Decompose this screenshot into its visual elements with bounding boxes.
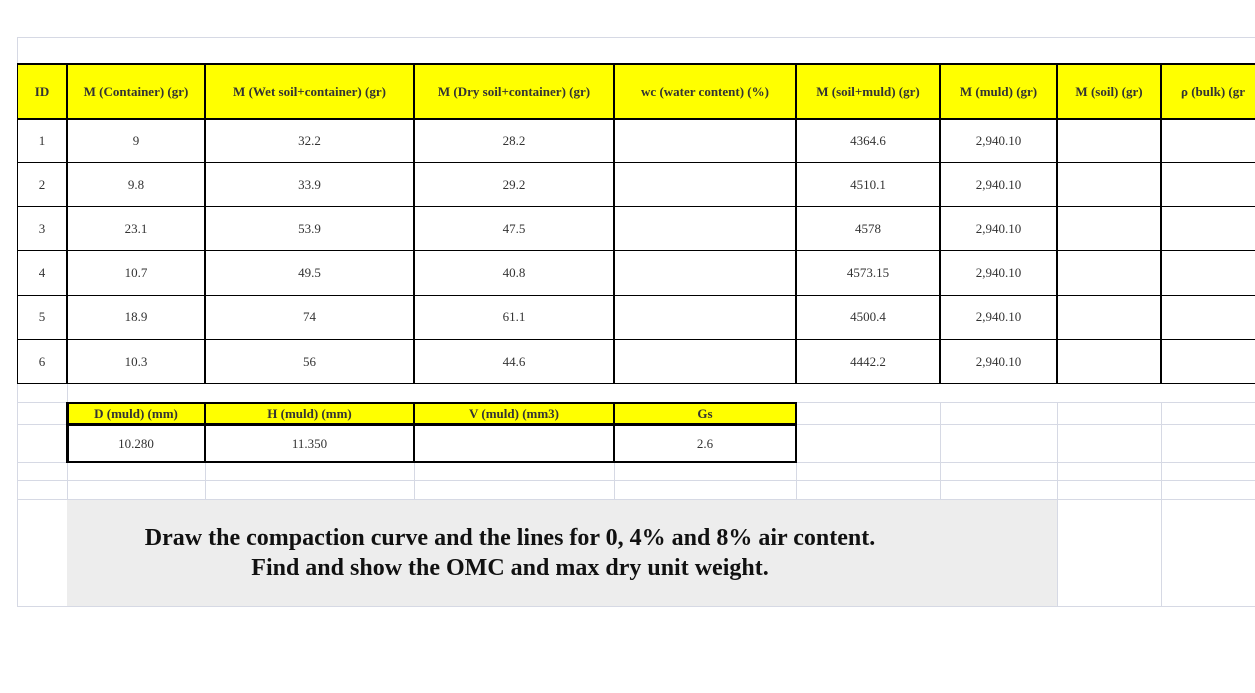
header-dry-soil-container-mass[interactable]: M (Dry soil+container) (gr) [437, 83, 591, 99]
table-border [66, 461, 797, 463]
table-cell[interactable] [1057, 251, 1161, 295]
table-cell[interactable] [1057, 119, 1161, 163]
table-border [1160, 63, 1162, 384]
instruction-line-2: Find and show the OMC and max dry unit weight. [251, 555, 769, 581]
table-cell[interactable] [614, 207, 796, 251]
table-cell[interactable]: 32.2 [298, 133, 321, 148]
table-cell[interactable]: 33.9 [298, 177, 321, 192]
table-cell[interactable]: 3 [38, 221, 46, 236]
table-cell[interactable]: 2,940.10 [975, 265, 1022, 280]
table-border [613, 402, 615, 463]
table-cell[interactable] [1161, 163, 1255, 207]
table-cell[interactable] [614, 251, 796, 295]
table-cell[interactable]: 74 [303, 309, 316, 324]
table-cell[interactable]: 29.2 [502, 177, 526, 192]
table-border [204, 63, 206, 384]
table-border [17, 250, 1255, 251]
table-cell[interactable]: 10.7 [124, 265, 148, 280]
instruction-note [67, 500, 1057, 606]
table-cell[interactable]: 49.5 [298, 265, 321, 280]
table-border [613, 63, 615, 384]
table-cell[interactable]: 4510.1 [850, 177, 886, 192]
specific-gravity-value[interactable]: 2.6 [696, 435, 714, 451]
header-mold-height[interactable]: H (muld) (mm) [267, 405, 352, 421]
header-mold-diameter[interactable]: D (muld) (mm) [94, 405, 178, 421]
table-border [66, 423, 797, 426]
table-cell[interactable]: 53.9 [298, 221, 321, 236]
table-cell[interactable]: 2 [38, 177, 46, 192]
table-cell[interactable]: 2,940.10 [975, 353, 1022, 369]
table-cell[interactable]: 4 [38, 265, 46, 280]
instruction-line-1: Draw the compaction curve and the lines for 0, 4% and 8% air content. [144, 525, 876, 551]
header-mold-volume[interactable]: V (muld) (mm3) [468, 405, 560, 421]
table-border [795, 63, 797, 384]
table-cell[interactable]: 4364.6 [850, 133, 886, 148]
table-cell[interactable] [1161, 207, 1255, 251]
table-cell[interactable]: 10.3 [124, 353, 148, 369]
table-border [66, 402, 69, 463]
table-cell[interactable] [1057, 295, 1161, 339]
table-cell[interactable] [614, 119, 796, 163]
table-cell[interactable]: 1 [38, 133, 46, 148]
table-border [939, 63, 941, 384]
table-cell[interactable] [614, 295, 796, 339]
table-cell[interactable] [1057, 207, 1161, 251]
table-border [66, 63, 68, 384]
table-cell[interactable]: 2,940.10 [975, 309, 1022, 324]
table-cell[interactable]: 61.1 [502, 309, 526, 324]
table-cell[interactable]: 9 [132, 133, 140, 148]
table-border [413, 402, 415, 463]
table-cell[interactable]: 2,940.10 [975, 221, 1022, 236]
header-container-mass[interactable]: M (Container) (gr) [83, 83, 189, 99]
table-cell[interactable] [614, 163, 796, 207]
table-cell[interactable]: 23.1 [124, 221, 148, 236]
table-cell[interactable]: 2,940.10 [975, 133, 1022, 148]
table-cell[interactable] [1161, 119, 1255, 163]
table-cell[interactable]: 56 [303, 353, 316, 369]
table-border [66, 402, 797, 404]
mold-diameter-value[interactable]: 10.280 [118, 435, 154, 451]
header-wet-soil-container-mass[interactable]: M (Wet soil+container) (gr) [233, 83, 386, 99]
table-cell[interactable]: 2,940.10 [975, 177, 1022, 192]
table-cell[interactable] [1057, 163, 1161, 207]
table-border [17, 162, 1255, 163]
table-cell[interactable]: 9.8 [127, 177, 145, 192]
table-cell[interactable] [614, 339, 796, 384]
header-soil-mass[interactable]: M (soil) (gr) [1075, 83, 1143, 99]
mold-height-value[interactable]: 11.350 [291, 435, 328, 451]
table-cell[interactable]: 4500.4 [850, 309, 886, 324]
header-soil-mold-mass[interactable]: M (soil+muld) (gr) [816, 83, 920, 99]
table-border [17, 295, 1255, 296]
table-border [17, 118, 1255, 120]
table-cell[interactable]: 4442.2 [850, 353, 886, 369]
table-border [17, 339, 1255, 340]
table-border [17, 63, 18, 384]
header-water-content[interactable]: wc (water content) (%) [641, 83, 769, 99]
header-mold-mass[interactable]: M (muld) (gr) [959, 83, 1038, 99]
table-border [413, 63, 415, 384]
table-cell[interactable] [1161, 251, 1255, 295]
table-cell[interactable]: 44.6 [502, 353, 526, 369]
table-border [17, 63, 1255, 65]
table-cell[interactable]: 6 [38, 353, 46, 369]
table-cell[interactable]: 28.2 [502, 133, 526, 148]
mold-volume-value[interactable] [414, 425, 614, 462]
table-border [17, 206, 1255, 207]
table-cell[interactable]: 47.5 [502, 221, 526, 236]
table-cell[interactable] [1057, 339, 1161, 384]
table-cell[interactable] [1161, 295, 1255, 339]
table-border [204, 402, 206, 463]
table-cell[interactable]: 4578 [855, 221, 881, 236]
header-id[interactable]: ID [34, 83, 50, 99]
table-border [795, 402, 797, 463]
table-cell[interactable]: 4573.15 [846, 265, 890, 280]
header-bulk-density[interactable]: ρ (bulk) (gr [1181, 83, 1246, 99]
table-cell[interactable]: 18.9 [124, 309, 148, 324]
table-cell[interactable]: 40.8 [502, 265, 526, 280]
table-border [17, 383, 1255, 384]
table-border [1056, 63, 1058, 384]
header-specific-gravity[interactable]: Gs [697, 405, 713, 421]
table-cell[interactable]: 5 [38, 309, 46, 324]
table-cell[interactable] [1161, 339, 1255, 384]
